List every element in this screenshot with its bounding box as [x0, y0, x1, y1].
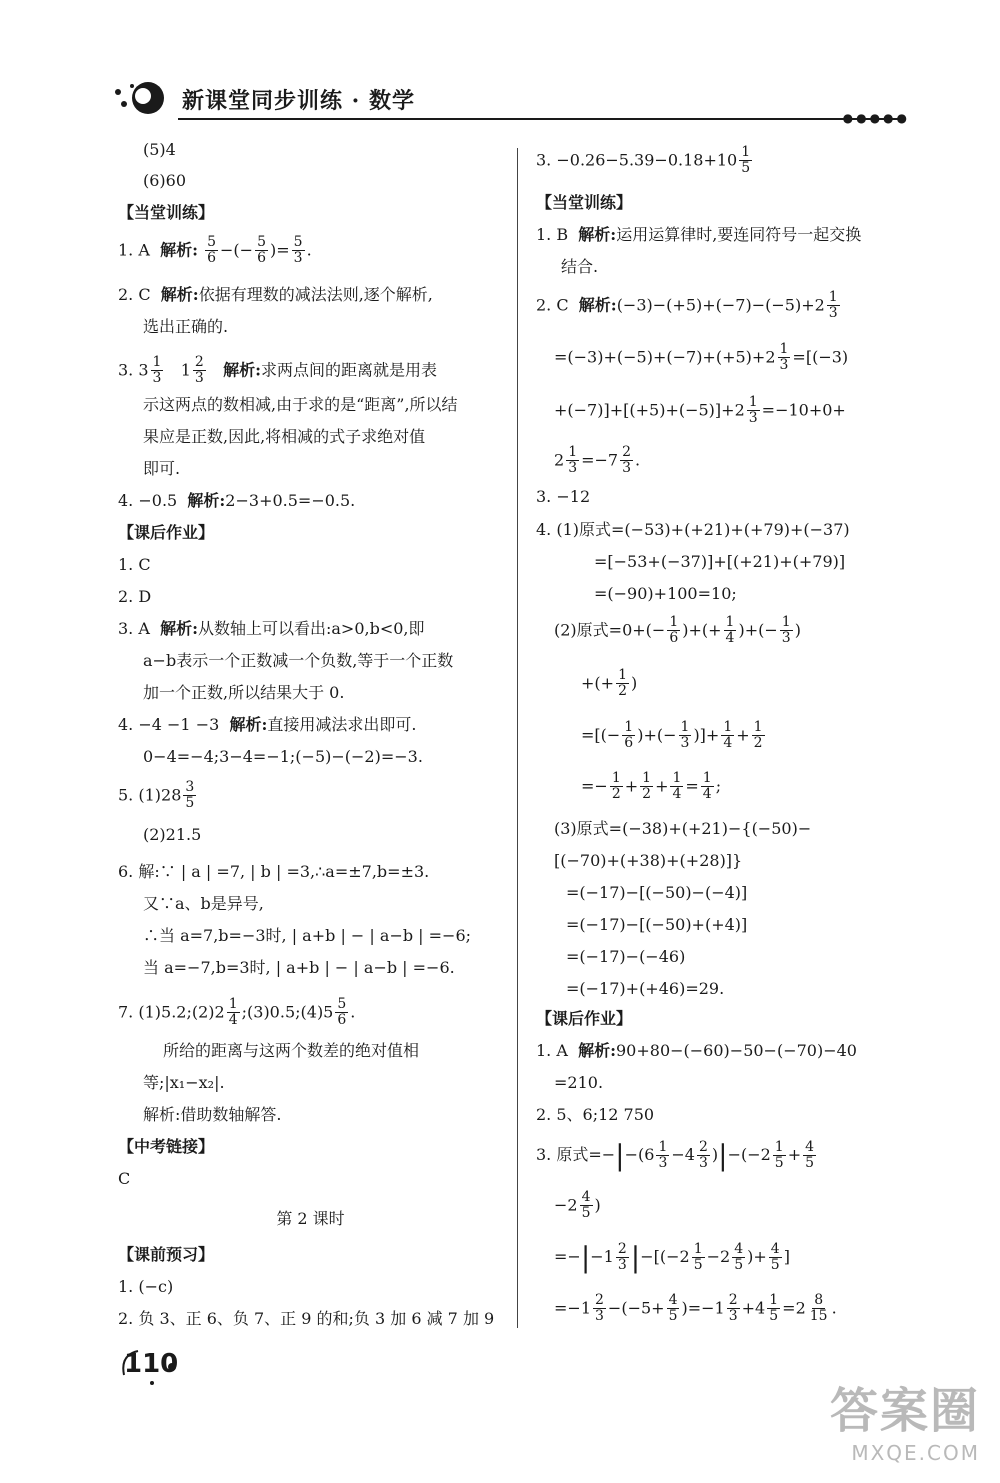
answer-line: =−|−1 $\frac{2}{3}$ |−[(−2 $\frac{1}{5}$ −2 $\frac{4}{5}$ )+ $\frac{4}{5}$ ]	[554, 1240, 790, 1274]
answer-line: (6)60	[143, 171, 187, 190]
answer-line: 又∵a、b是异号,	[143, 894, 264, 913]
page-header	[110, 70, 910, 130]
answer-line: +(+ $\frac{1}{2}$ )	[581, 667, 638, 700]
answer-line: 2. 5、6;12 750	[536, 1105, 655, 1124]
answer-h4: 4. −4 −1 −3 解析:直接用减法求出即可.	[118, 715, 417, 734]
answer-line: ∴当 a=7,b=−3时, | a+b | − | a−b | =−6;	[143, 926, 472, 945]
book-logo-icon	[110, 76, 170, 120]
header-rule	[178, 118, 900, 120]
answer-line: 1. (−c)	[118, 1277, 174, 1296]
answer-q1: 1. A 解析: $\frac{5}{6}$ −(− $\frac{5}{6}$ )= $\frac{5}{3}$ .	[118, 234, 312, 267]
answer-line: =(−17)+(+46)=29.	[566, 979, 725, 998]
answer-line: 果应是正数,因此,将相减的式子求绝对值	[143, 427, 426, 446]
answer-r1: 3. −0.26−5.39−0.18+10 $\frac{1}{5}$	[536, 144, 751, 177]
section-heading: 【当堂训练】	[536, 193, 633, 212]
answer-line: (5)4	[143, 140, 176, 159]
answer-line: 等;|x₁−x₂|.	[143, 1073, 225, 1092]
answer-line: 4. (1)原式=(−53)+(+21)+(+79)+(−37)	[536, 520, 850, 539]
answer-h3: 3. A 解析:从数轴上可以看出:a>0,b<0,即	[118, 619, 425, 638]
section-heading: 【课前预习】	[118, 1245, 215, 1264]
column-divider	[517, 148, 518, 1328]
answer-line: 1. C	[118, 555, 151, 574]
section-heading: 【当堂训练】	[118, 203, 215, 222]
watermark-logo-text: 答案圈	[829, 1383, 980, 1439]
section-heading: 【课后作业】	[118, 523, 215, 542]
answer-line: 0−4=−4;3−4=−1;(−5)−(−2)=−3.	[143, 747, 423, 766]
answer-line: a−b表示一个正数减一个负数,等于一个正数	[143, 651, 454, 670]
answer-q2: 2. C 解析:依据有理数的减法法则,逐个解析,	[118, 285, 433, 304]
answer-line: =(−17)−[(−50)−(−4)]	[566, 883, 748, 902]
answer-line: 解析:借助数轴解答.	[143, 1105, 282, 1124]
answer-line: =− $\frac{1}{2}$ + $\frac{1}{2}$ + $\frac{1}{4}$ = $\frac{1}{4}$ ;	[581, 770, 722, 803]
page-number: 110	[118, 1345, 178, 1385]
answer-line: 加一个正数,所以结果大于 0.	[143, 683, 345, 702]
answer-line: =(−90)+100=10;	[594, 584, 737, 603]
answer-line: 结合.	[561, 257, 599, 276]
answer-line: 示这两点的数相减,由于求的是“距离”,所以结	[143, 395, 458, 414]
answer-line: 当 a=−7,b=3时, | a+b | − | a−b | =−6.	[143, 958, 455, 977]
answer-line: =[−53+(−37)]+[(+21)+(+79)]	[594, 552, 846, 571]
answer-q3: 3. 3 $\frac{1}{3}$ 1 $\frac{2}{3}$ 解析:求两点间的距离就是用表	[118, 354, 438, 387]
answer-line: =(−3)+(−5)+(−7)+(+5)+2 $\frac{1}{3}$ =[(−3)	[554, 341, 849, 374]
answer-line: (2)21.5	[143, 825, 202, 844]
watermark-url: MXQE.COM	[851, 1441, 980, 1465]
answer-h1: 1. A 解析:90+80−(−60)−50−(−70)−40	[536, 1041, 857, 1060]
header-title: 新课堂同步训练 · 数学	[182, 88, 415, 114]
answer-line: =210.	[554, 1073, 604, 1092]
answer-line: C	[118, 1169, 131, 1188]
watermark	[830, 1372, 980, 1465]
answer-line: 2. 负 3、正 6、负 7、正 9 的和;负 3 加 6 减 7 加 9	[118, 1309, 495, 1328]
lesson-heading: 第 2 课时	[276, 1209, 345, 1228]
answer-q2: 2. C 解析:(−3)−(+5)+(−7)−(−5)+2 $\frac{1}{3}$	[536, 289, 838, 322]
answer-q1: 1. B 解析:运用运算律时,要连同符号一起交换	[536, 225, 862, 244]
answer-line: 所给的距离与这两个数差的绝对值相	[163, 1041, 420, 1060]
answer-line: (2)原式=0+(− $\frac{1}{6}$ )+(+ $\frac{1}{4}$ )+(− $\frac{1}{3}$ )	[554, 614, 801, 647]
answer-line: [(−70)+(+38)+(+28)]}	[554, 851, 743, 870]
answer-line: 3. −12	[536, 487, 591, 506]
answer-q4: 4. −0.5 解析:2−3+0.5=−0.5.	[118, 491, 356, 510]
answer-line: −2 $\frac{4}{5}$ )	[554, 1189, 601, 1222]
answer-line: =(−17)−[(−50)+(+4)]	[566, 915, 748, 934]
answer-line: =(−17)−(−46)	[566, 947, 686, 966]
answer-line: (3)原式=(−38)+(+21)−{(−50)−	[554, 819, 812, 838]
answer-line: 选出正确的.	[143, 317, 229, 336]
section-heading: 【中考链接】	[118, 1137, 215, 1156]
answer-line: 2. D	[118, 587, 152, 606]
answer-line: =−1 $\frac{2}{3}$ −(−5+ $\frac{4}{5}$ )=−1 $\frac{2}{3}$ +4 $\frac{1}{5}$ =2 $\frac{8}{15}$ .	[554, 1292, 837, 1325]
answer-line: 6. 解:∵ | a | =7, | b | =3,∴a=±7,b=±3.	[118, 862, 430, 881]
section-heading: 【课后作业】	[536, 1009, 633, 1028]
header-dots: ●●●●●	[842, 111, 910, 125]
answer-line: +(−7)]+[(+5)+(−5)]+2 $\frac{1}{3}$ =−10+0+	[554, 394, 846, 427]
answer-line: 即可.	[143, 459, 181, 478]
answer-line: =[(− $\frac{1}{6}$ )+(− $\frac{1}{3}$ )]+ $\frac{1}{4}$ + $\frac{1}{2}$	[581, 719, 763, 752]
answer-h7: 7. (1)5.2;(2)2 $\frac{1}{4}$ ;(3)0.5;(4)5 $\frac{5}{6}$ .	[118, 996, 356, 1029]
answer-h5: 5. (1)28 $\frac{3}{5}$	[118, 779, 195, 812]
answer-h3: 3. 原式=−|−(6 $\frac{1}{3}$ −4 $\frac{2}{3}$ )|−(−2 $\frac{1}{5}$ + $\frac{4}{5}$	[536, 1138, 815, 1172]
answer-line: 2 $\frac{1}{3}$ =−7 $\frac{2}{3}$ .	[554, 444, 641, 477]
